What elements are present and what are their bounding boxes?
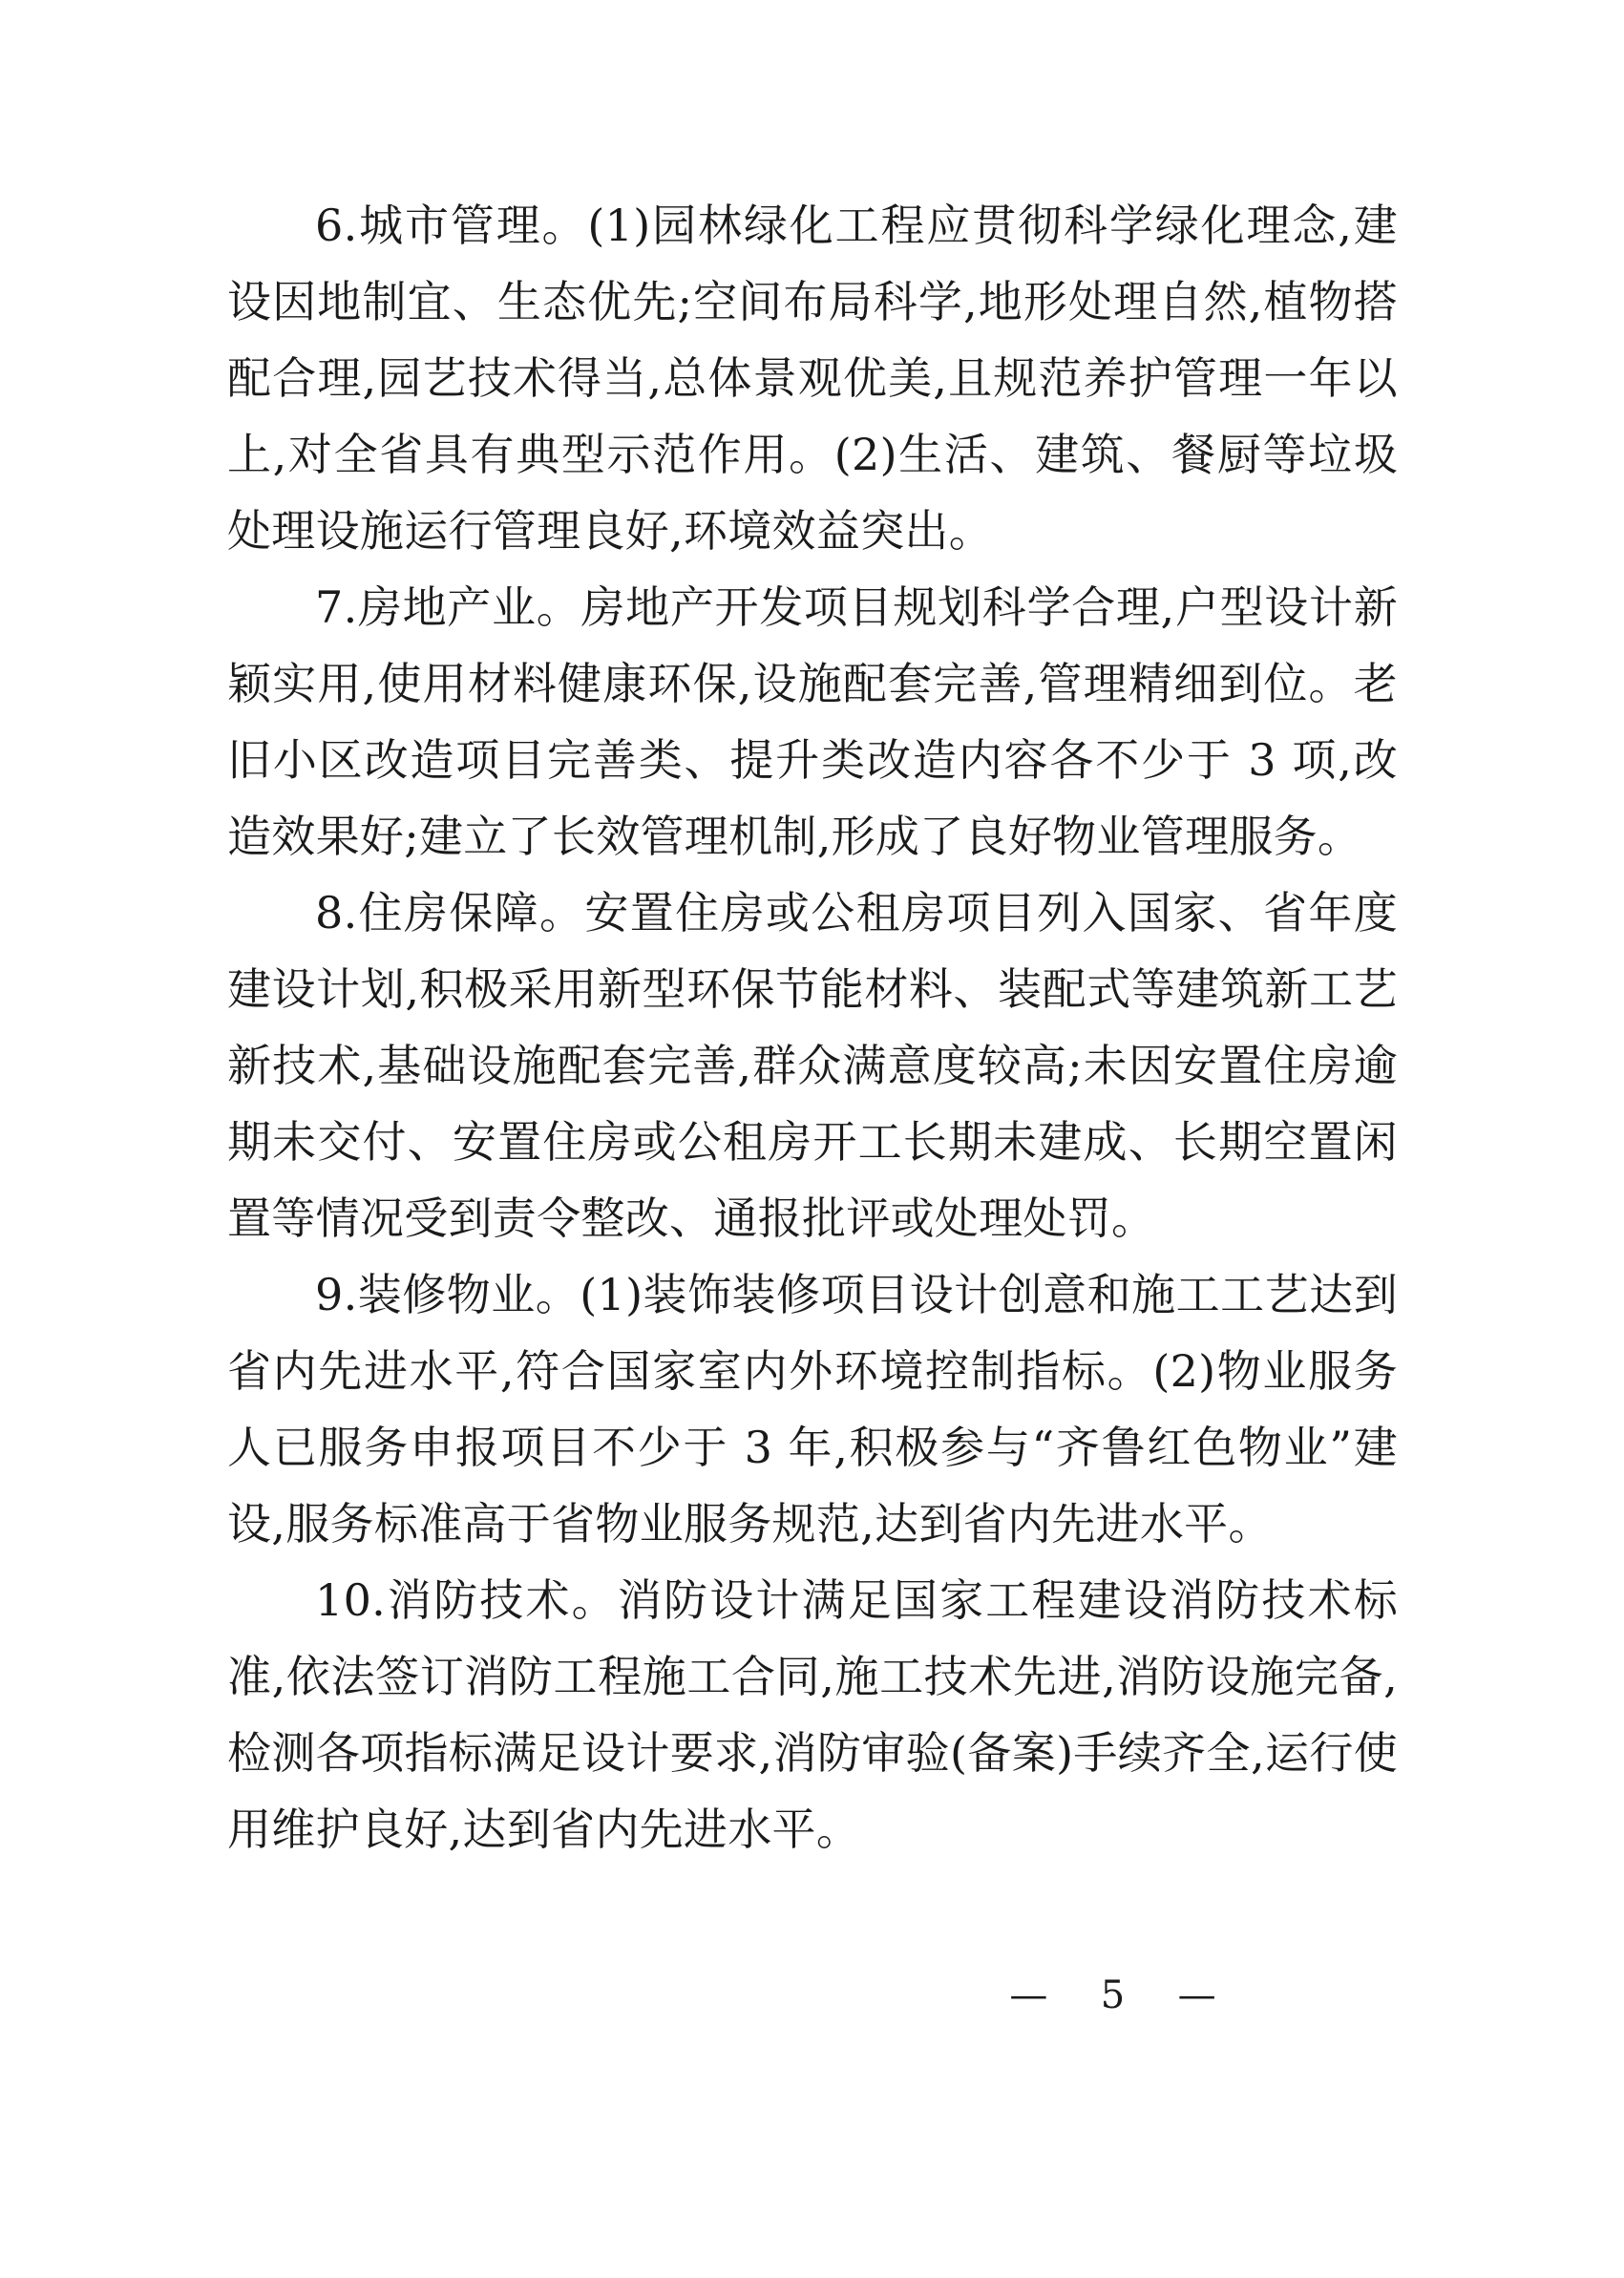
- paragraph-item-7-real-estate: 7.房地产业。房地产开发项目规划科学合理,户型设计新颖实用,使用材料健康环保,设施配套完善,管理精细到位。老旧小区改造项目完善类、提升类改造内容各不少于 3 项,改造效果好;建立了长效管理机制,形成了良好物业管理服务。: [227, 581, 1398, 862]
- page-footer: [0, 1969, 1624, 2022]
- paragraph-item-6-city-management: 6.城市管理。(1)园林绿化工程应贯彻科学绿化理念,建设因地制宜、生态优先;空间布局科学,地形处理自然,植物搭配合理,园艺技术得当,总体景观优美,且规范养护管理一年以上,对全省具有典型示范作用。(2)生活、建筑、餐厨等垃圾处理设施运行管理良好,环境效益突出。: [227, 200, 1398, 557]
- page-number: — 5 —: [1009, 1973, 1226, 2017]
- page-body: [227, 187, 1398, 1867]
- paragraph-item-8-housing-security: 8.住房保障。安置住房或公租房项目列入国家、省年度建设计划,积极采用新型环保节能材料、装配式等建筑新工艺新技术,基础设施配套完善,群众满意度较高;未因安置住房逾期未交付、安置住房或公租房开工长期未建成、长期空置闲置等情况受到责令整改、通报批评或处理处罚。: [227, 887, 1398, 1244]
- paragraph-item-10-fire-technology: 10.消防技术。消防设计满足国家工程建设消防技术标准,依法签订消防工程施工合同,施工技术先进,消防设施完备,检测各项指标满足设计要求,消防审验(备案)手续齐全,运行使用维护良好,达到省内先进水平。: [227, 1574, 1398, 1855]
- paragraph-item-9-decoration-property: 9.装修物业。(1)装饰装修项目设计创意和施工工艺达到省内先进水平,符合国家室内外环境控制指标。(2)物业服务人已服务申报项目不少于 3 年,积极参与“齐鲁红色物业”建设,服务标准高于省物业服务规范,达到省内先进水平。: [227, 1269, 1398, 1550]
